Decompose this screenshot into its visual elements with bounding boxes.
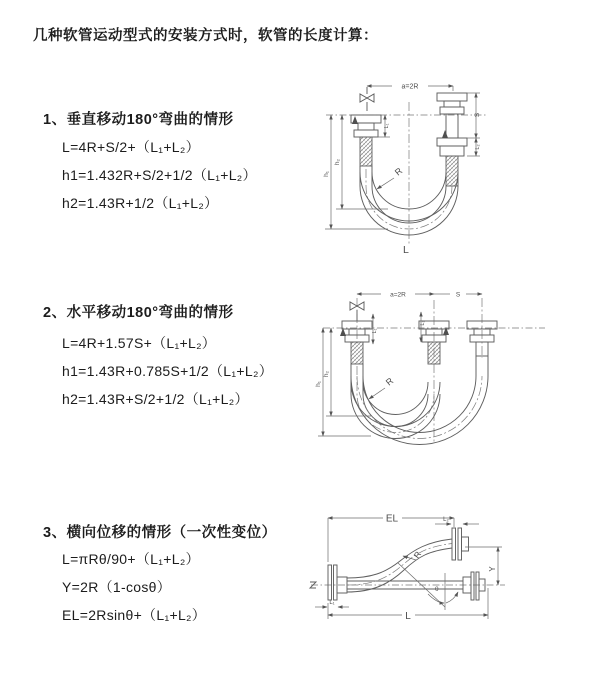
- section-3-heading: 3、横向位移的情形（一次性变位）: [43, 525, 277, 541]
- dim-label-span: a=2R: [390, 291, 406, 299]
- dim-label-s: S: [474, 112, 481, 118]
- section-2-heading: 2、水平移动180°弯曲的情形: [43, 305, 234, 321]
- left-flange: [328, 565, 347, 600]
- dim-label-s: S: [455, 291, 461, 299]
- section-1-formula-h2: h2=1.43R+1/2（L₁+L₂）: [62, 195, 219, 211]
- dim-label-h1: h₁: [323, 171, 330, 177]
- page-title: 几种软管运动型式的安装方式时，软管的长度计算：: [33, 28, 378, 44]
- up-arrow-icon: [352, 116, 358, 124]
- diagram-lateral-displacement: [303, 500, 598, 628]
- dim-label-r: R: [411, 549, 424, 561]
- section-2-formula-h1: h1=1.43R+0.785S+1/2（L₁+L₂）: [62, 363, 273, 379]
- dim-label-span: a=2R: [401, 83, 419, 91]
- section-1-formula-L: L=4R+S/2+（L₁+L₂）: [62, 139, 200, 155]
- diagram-vertical-180-bend: [318, 74, 583, 258]
- braided-hose-section: [360, 137, 372, 166]
- moving-pipe-fitting: [437, 93, 467, 186]
- dim-label-el: EL: [385, 513, 399, 525]
- section-3-formula-Y: Y=2R（1-cosθ）: [62, 579, 172, 595]
- dim-label-h2: h₂: [323, 370, 330, 378]
- up-arrow-icon: [442, 130, 448, 138]
- section-1-heading: 1、垂直移动180°弯曲的情形: [43, 112, 234, 128]
- displaced-hose-curve: [347, 528, 469, 592]
- theta-angle-construction: [398, 563, 458, 610]
- dim-label-l1: L₁: [372, 328, 378, 334]
- moving-pipe-fitting-pos1: [419, 321, 449, 364]
- valve-icon: [360, 87, 374, 111]
- section-3-formula-EL: EL=2Rsinθ+（L₁+L₂）: [62, 607, 207, 623]
- dim-label-h2: h₂: [334, 158, 341, 166]
- dim-label-l2: L₂: [475, 144, 481, 150]
- dim-label-l1: L₁: [384, 123, 390, 129]
- section-2-formula-L: L=4R+1.57S+（L₁+L₂）: [62, 335, 217, 351]
- dim-label-l2: L₂: [443, 517, 449, 523]
- section-3-formula-L: L=πRθ/90+（L₁+L₂）: [62, 551, 200, 567]
- braided-hose-section: [351, 342, 363, 364]
- dim-label-r: R: [383, 375, 396, 388]
- section-2-formula-h2: h2=1.43R+S/2+1/2（L₁+L₂）: [62, 391, 249, 407]
- dim-label-y: Y: [488, 566, 497, 572]
- dim-label-l2: L₂: [420, 320, 426, 326]
- dim-label-h1: h₁: [315, 381, 322, 387]
- dim-label-l: L: [403, 244, 409, 256]
- braided-hose-section: [428, 342, 440, 364]
- dim-label-r: R: [392, 165, 405, 178]
- dim-label-theta: θ: [435, 586, 439, 593]
- braided-hose-section: [446, 156, 458, 186]
- dim-label-l1: L₁: [329, 600, 335, 606]
- diagram-horizontal-180-bend: [313, 286, 588, 452]
- dim-label-l: L: [405, 611, 411, 622]
- section-1-formula-h1: h1=1.432R+S/2+1/2（L₁+L₂）: [62, 167, 257, 183]
